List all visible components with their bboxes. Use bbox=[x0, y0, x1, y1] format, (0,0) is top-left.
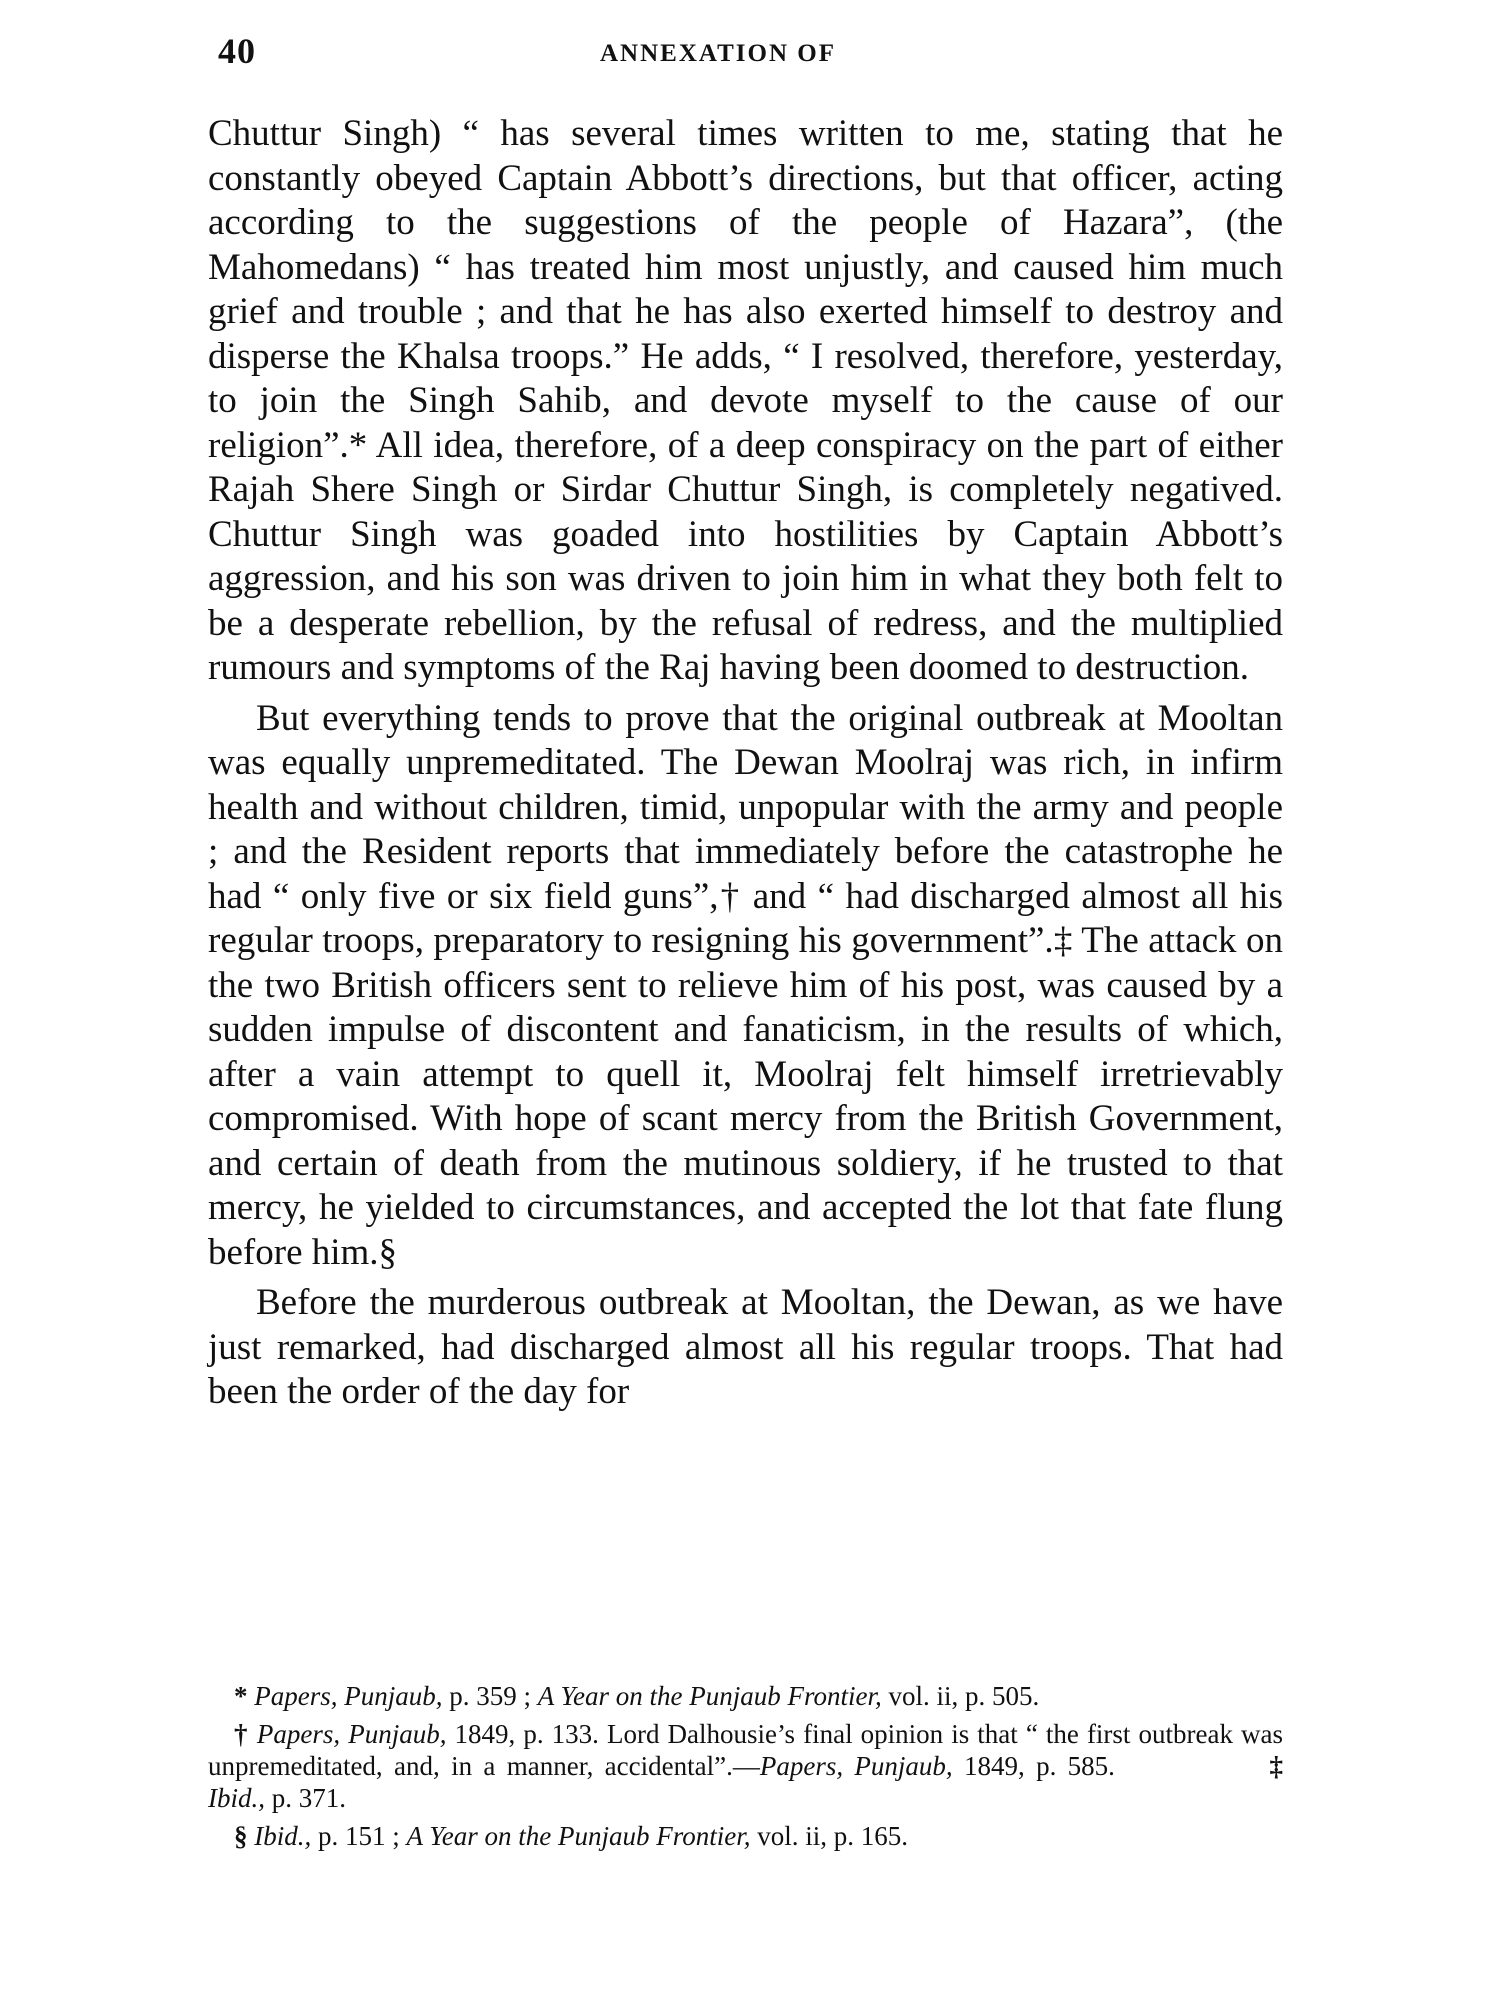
footnote-text: vol. ii, p. 505. bbox=[881, 1681, 1040, 1711]
footnote-source: Papers, Punjaub, bbox=[256, 1719, 447, 1749]
footnote-text: 1849, p. 133. Lord Dalhousie’s final opinion is that “ the first outbreak was unpremeditated, and, in a manner, accidental”.— bbox=[208, 1719, 1284, 1781]
footnote-2 bbox=[208, 1718, 1283, 1814]
footnote-mark: ‡ bbox=[1264, 1751, 1284, 1781]
footnote-text: vol. ii, p. 165. bbox=[750, 1821, 909, 1851]
footnote-4 bbox=[208, 1820, 1283, 1852]
footnote-mark: † bbox=[234, 1719, 249, 1749]
footnote-source: Papers, Punjaub, bbox=[759, 1751, 953, 1781]
footnote-text: 1849, p. 585. bbox=[952, 1751, 1115, 1781]
running-title: ANNEXATION OF bbox=[600, 40, 836, 67]
paragraph-1: Chuttur Singh) “ has several times written to me, stating that he constantly obeyed Captain Abbott’s directions, but that officer, acting according to the suggestions of the people of Hazara”, (the Mahomedans) “ has treated him most unjustly, and caused him much grief and trouble ; and that he has also exerted himself to destroy and disperse the Khalsa troops.” He adds, “ I resolved, therefore, yesterday, to join the Singh Sahib, and devote myself to the cause of our religion”.* All idea, therefore, of a deep conspiracy on the part of either Rajah Shere Singh or Sirdar Chuttur Singh, is completely negatived. Chuttur Singh was goaded into hostilities by Captain Abbott’s aggression, and his son was driven to join him in what they both felt to be a desperate rebellion, by the refusal of redress, and the multiplied rumours and symptoms of the Raj having been doomed to destruction. bbox=[208, 113, 1283, 688]
footnote-text: p. 359 ; bbox=[442, 1681, 538, 1711]
footnote-text: p. 371. bbox=[265, 1783, 346, 1813]
footnote-source: Ibid., bbox=[254, 1821, 312, 1851]
footnote-source: Papers, Punjaub, bbox=[254, 1681, 443, 1711]
paragraph-2: But everything tends to prove that the original outbreak at Mooltan was equally unpremeditated. The Dewan Moolraj was rich, in infirm health and without children, timid, unpopular with the army and people ; and the Resident reports that immediately before the catastrophe he had “ only five or six field guns”,† and “ had discharged almost all his regular troops, preparatory to resigning his government”.‡ The attack on the two British officers sent to relieve him of his post, was caused by a sudden impulse of discontent and fanaticism, in the results of which, after a vain attempt to quell it, Moolraj felt himself irretrievably compromised. With hope of scant mercy from the British Government, and certain of death from the mutinous soldiery, if he trusted to that mercy, he yielded to circumstances, and accepted the lot that fate flung before him.§ bbox=[208, 697, 1283, 1273]
paragraph-3: Before the murderous outbreak at Mooltan, the Dewan, as we have just remarked, had discharged almost all his regular troops. That had been the order of the day for bbox=[208, 1282, 1283, 1412]
footnote-source: A Year on the Punjaub Frontier, bbox=[537, 1681, 882, 1711]
footnote-mark: § bbox=[234, 1821, 248, 1851]
footnote-mark: * bbox=[234, 1681, 248, 1711]
footnote-1 bbox=[208, 1680, 1283, 1712]
footnote-source: A Year on the Punjaub Frontier, bbox=[406, 1821, 751, 1851]
footnote-text: p. 151 ; bbox=[311, 1821, 407, 1851]
footnote-source: Ibid., bbox=[208, 1783, 265, 1813]
footnotes bbox=[208, 1680, 1283, 1858]
page-number: 40 bbox=[218, 31, 256, 71]
body-text bbox=[208, 112, 1283, 1415]
